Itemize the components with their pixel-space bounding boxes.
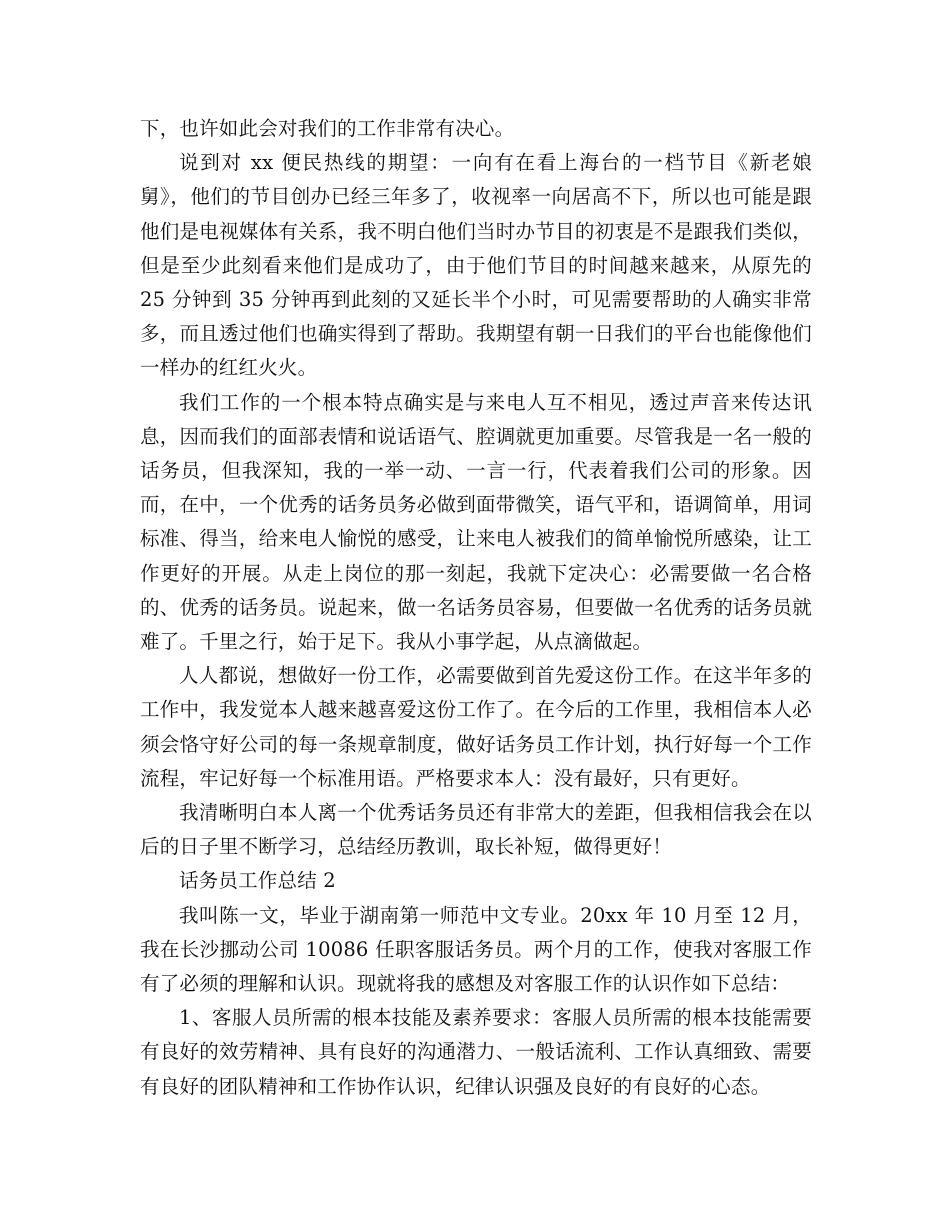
paragraph-continuation: 下，也许如此会对我们的工作非常有决心。 <box>140 117 515 140</box>
paragraph-introduction: 我叫陈一文，毕业于湖南第一师范中文专业。20xx 年 10 月至 12 月，我在长沙挪动公司 10086 任职客服话务员。两个月的工作，使我对客服工作有了必须的理解和认识。现就将我的感想及对客服工作的认识作如下总结： <box>140 903 812 996</box>
paragraph-gap: 我清晰明白本人离一个优秀话务员还有非常大的差距，但我相信我会在以后的日子里不断学习，总结经历教训，取长补短，做得更好！ <box>140 801 812 859</box>
paragraph-expectation: 说到对 xx 便民热线的期望：一向有在看上海台的一档节目《新老娘舅》，他们的节目创办已经三年多了，收视率一向居高不下，所以也可能是跟他们是电视媒体有关系，我不明白他们当时办节目的初衷是不是跟我们类似，但是至少此刻看来他们是成功了，由于他们节目的时间越来越来，从原先的 25 分钟到 35 分钟再到此刻的又延长半个小时，可见需要帮助的人确实非常多，而且透过他们也确实得到了帮助。我期望有朝一日我们的平台也能像他们一样办的红红火火。 <box>140 151 812 380</box>
section-heading: 话务员工作总结 2 <box>179 869 336 893</box>
document-body <box>140 112 812 1104</box>
paragraph-work-characteristics: 我们工作的一个根本特点确实是与来电人互不相见，透过声音来传达讯息，因而我们的面部表情和说话语气、腔调就更加重要。尽管我是一名一般的话务员，但我深知，我的一举一动、一言一行，代表着我们公司的形象。因而，在中，一个优秀的话务员务必做到面带微笑，语气平和，语调简单，用词标准、得当，给来电人愉悦的感受，让来电人被我们的简单愉悦所感染，让工作更好的开展。从走上岗位的那一刻起，我就下定决心：必需要做一名合格的、优秀的话务员。说起来，做一名话务员容易，但要做一名优秀的话务员就难了。千里之行，始于足下。我从小事学起，从点滴做起。 <box>140 390 812 654</box>
paragraph-love-work: 人人都说，想做好一份工作，必需要做到首先爱这份工作。在这半年多的工作中，我发觉本人越来越喜爱这份工作了。在今后的工作里，我相信本人必须会恪守好公司的每一条规章制度，做好话务员工作计划，执行好每一个工作流程，牢记好每一个标准用语。严格要求本人：没有最好，只有更好。 <box>140 664 812 790</box>
paragraph-skills: 1、客服人员所需的根本技能及素养要求：客服人员所需的根本技能需要有良好的效劳精神、具有良好的沟通潜力、一般话流利、工作认真细致、需要有良好的团队精神和工作协作认识，纪律认识强及良好的有良好的心态。 <box>140 1006 812 1098</box>
